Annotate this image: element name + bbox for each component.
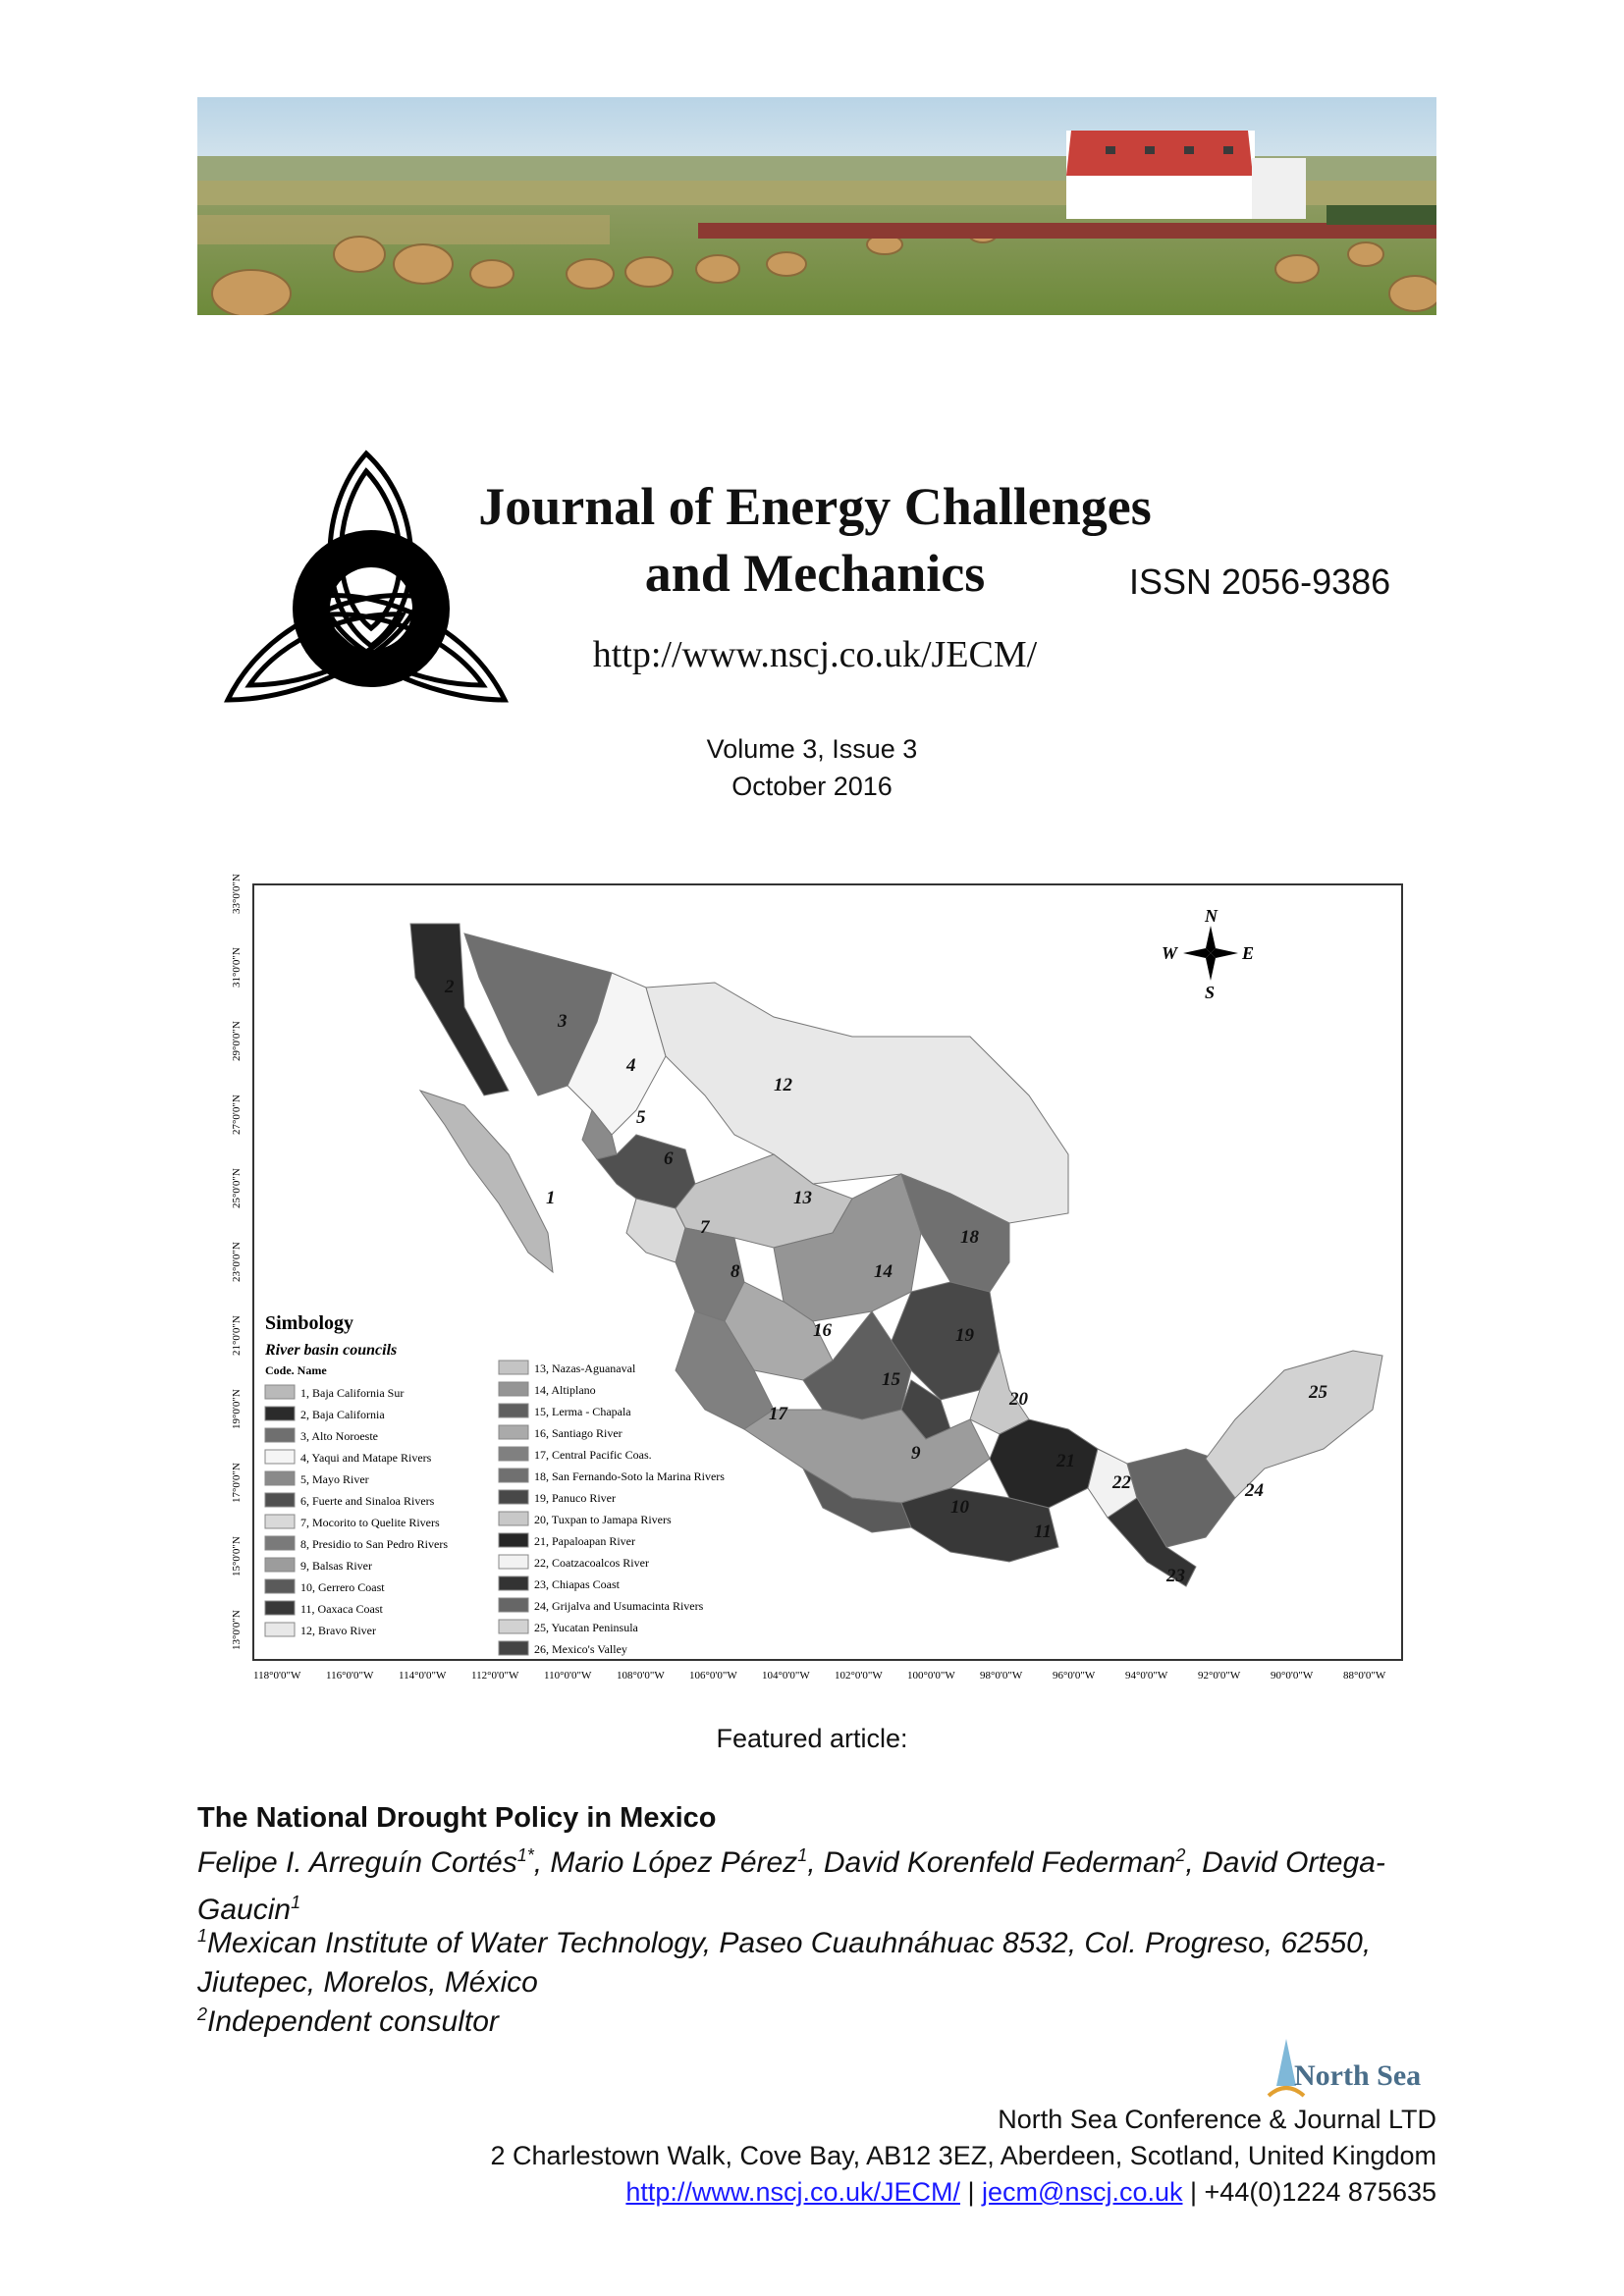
region-number: 15 <box>882 1369 900 1390</box>
legend-item-label: 23, Chiapas Coast <box>534 1577 620 1591</box>
longitude-labels <box>253 1670 1386 1682</box>
region-number: 23 <box>1166 1566 1185 1586</box>
banner-photo <box>197 97 1436 315</box>
north-sea-logo-text: North Sea <box>1294 2059 1422 2092</box>
legend-item-label: 1, Baja California Sur <box>300 1386 405 1400</box>
legend-swatch <box>265 1428 295 1442</box>
legend-item-label: 15, Lerma - Chapala <box>534 1405 631 1418</box>
lon-label: 96°0'0"W <box>1053 1670 1096 1682</box>
lat-label: 23°0'0"N <box>231 1242 243 1282</box>
region-number: 22 <box>1112 1472 1131 1493</box>
region-number: 2 <box>445 977 455 997</box>
legend-item-label: 24, Grijalva and Usumacinta Rivers <box>534 1599 704 1613</box>
region-number: 5 <box>636 1107 646 1128</box>
mexico-basin-map <box>224 860 1412 1684</box>
legend-item-label: 17, Central Pacific Coas. <box>534 1448 652 1462</box>
legend-swatch <box>499 1641 528 1655</box>
region-number: 3 <box>558 1011 568 1032</box>
lon-label: 88°0'0"W <box>1343 1670 1386 1682</box>
affiliation-1: $^1$Mexican Institute of Water Technology, Paseo Cuauhnáhuac 8532, Col. Progreso, 62550, Jiutepec, Morelos, México <box>197 1926 1372 1999</box>
legend-item-label: 26, Mexico's Valley <box>534 1642 627 1656</box>
lon-label: 92°0'0"W <box>1198 1670 1241 1682</box>
legend-item-label: 10, Gerrero Coast <box>300 1580 385 1594</box>
legend-item-label: 21, Papaloapan River <box>534 1534 635 1548</box>
legend-swatch <box>499 1576 528 1590</box>
compass-e: E <box>1242 943 1255 963</box>
region-number: 11 <box>1034 1522 1052 1542</box>
lat-label: 19°0'0"N <box>231 1389 243 1429</box>
region-number: 17 <box>769 1404 787 1424</box>
lon-label: 106°0'0"W <box>689 1670 737 1682</box>
region-number: 18 <box>960 1227 979 1248</box>
publisher-address: 2 Charlestown Walk, Cove Bay, AB12 3EZ, Aberdeen, Scotland, United Kingdom <box>490 2141 1436 2170</box>
lon-label: 108°0'0"W <box>617 1670 665 1682</box>
compass-s: S <box>1205 983 1216 1002</box>
issn: ISSN 2056-9386 <box>1129 561 1391 602</box>
legend-title: Simbology <box>265 1312 354 1334</box>
compass-w: W <box>1162 943 1178 963</box>
publisher-url-link[interactable]: http://www.nscj.co.uk/JECM/ <box>625 2177 960 2207</box>
legend-item-label: 22, Coatzacoalcos River <box>534 1556 649 1570</box>
region-number: 14 <box>874 1261 893 1282</box>
legend-swatch <box>499 1425 528 1439</box>
compass-n: N <box>1205 906 1218 926</box>
legend-item-label: 9, Balsas River <box>300 1559 372 1573</box>
lon-label: 102°0'0"W <box>835 1670 883 1682</box>
legend-item-label: 14, Altiplano <box>534 1383 596 1397</box>
lat-label: 15°0'0"N <box>231 1536 243 1576</box>
lon-label: 104°0'0"W <box>762 1670 810 1682</box>
region-number: 4 <box>626 1055 636 1076</box>
lon-label: 116°0'0"W <box>326 1670 374 1682</box>
legend-swatch <box>499 1598 528 1612</box>
legend-swatch <box>265 1407 295 1420</box>
legend-swatch <box>499 1468 528 1482</box>
lon-label: 98°0'0"W <box>980 1670 1023 1682</box>
journal-title-line2: and Mechanics <box>644 544 986 603</box>
legend-swatch <box>499 1490 528 1504</box>
region-number: 8 <box>731 1261 740 1282</box>
legend-swatch <box>265 1623 295 1636</box>
publisher-name: North Sea Conference & Journal LTD <box>998 2105 1436 2134</box>
lat-label: 17°0'0"N <box>231 1463 243 1503</box>
lat-label: 33°0'0"N <box>231 874 243 914</box>
featured-label: Featured article: <box>716 1724 908 1753</box>
region-number: 13 <box>793 1188 812 1208</box>
region-number: 16 <box>813 1320 832 1341</box>
lon-label: 90°0'0"W <box>1271 1670 1314 1682</box>
lat-label: 29°0'0"N <box>231 1021 243 1061</box>
legend-item-label: 19, Panuco River <box>534 1491 616 1505</box>
lat-label: 13°0'0"N <box>231 1610 243 1650</box>
latitude-labels <box>231 874 243 1650</box>
region-number: 6 <box>664 1148 674 1169</box>
legend-swatch <box>499 1512 528 1525</box>
issue-date: October 2016 <box>731 772 893 801</box>
region-number: 24 <box>1245 1480 1264 1501</box>
journal-title-line1: Journal of Energy Challenges <box>478 477 1152 536</box>
lon-label: 100°0'0"W <box>907 1670 955 1682</box>
legend-swatch <box>265 1471 295 1485</box>
issue-volume: Volume 3, Issue 3 <box>706 734 918 764</box>
lon-label: 110°0'0"W <box>544 1670 592 1682</box>
legend-swatch <box>499 1361 528 1374</box>
legend-item-label: 5, Mayo River <box>300 1472 369 1486</box>
legend-swatch <box>499 1533 528 1547</box>
region-number: 21 <box>1056 1451 1075 1471</box>
lon-label: 112°0'0"W <box>471 1670 519 1682</box>
region-number: 1 <box>546 1188 556 1208</box>
lat-label: 27°0'0"N <box>231 1095 243 1135</box>
legend-header: Code. Name <box>265 1363 327 1377</box>
legend-item-label: 16, Santiago River <box>534 1426 623 1440</box>
legend-swatch <box>265 1536 295 1550</box>
legend-item-label: 12, Bravo River <box>300 1624 376 1637</box>
legend-subtitle: River basin councils <box>265 1342 398 1359</box>
region-number: 12 <box>774 1075 792 1095</box>
publisher-contacts: http://www.nscj.co.uk/JECM/ | jecm@nscj.co.uk | +44(0)1224 875635 <box>625 2177 1436 2207</box>
legend-swatch <box>265 1579 295 1593</box>
region-number: 9 <box>911 1443 921 1464</box>
legend-swatch <box>265 1515 295 1528</box>
legend-swatch <box>499 1447 528 1461</box>
legend-item-label: 6, Fuerte and Sinaloa Rivers <box>300 1494 435 1508</box>
legend-swatch <box>265 1601 295 1615</box>
lat-label: 21°0'0"N <box>231 1315 243 1356</box>
article-authors: Felipe I. Arreguín Cortés$^{1*}$, Mario López Pérez$^1$, David Korenfeld Federman$^2$, David Ortega-Gaucin$^1$ <box>197 1845 1385 1926</box>
region-number: 10 <box>950 1497 969 1518</box>
region-number: 7 <box>700 1217 710 1238</box>
lat-label: 31°0'0"N <box>231 947 243 988</box>
legend-swatch <box>499 1620 528 1633</box>
region-number: 25 <box>1309 1382 1327 1403</box>
legend-item-label: 4, Yaqui and Matape Rivers <box>300 1451 432 1465</box>
legend-swatch <box>265 1493 295 1507</box>
legend-item-label: 2, Baja California <box>300 1408 385 1421</box>
publisher-phone: +44(0)1224 875635 <box>1204 2177 1436 2207</box>
publisher-email-link[interactable]: jecm@nscj.co.uk <box>982 2177 1183 2207</box>
legend-swatch <box>265 1385 295 1399</box>
legend-swatch <box>265 1450 295 1464</box>
lon-label: 94°0'0"W <box>1125 1670 1168 1682</box>
legend-item-label: 13, Nazas-Aguanaval <box>534 1362 636 1375</box>
legend-item-label: 25, Yucatan Peninsula <box>534 1621 638 1634</box>
legend-item-label: 20, Tuxpan to Jamapa Rivers <box>534 1513 672 1526</box>
lon-label: 114°0'0"W <box>399 1670 447 1682</box>
legend-swatch <box>499 1404 528 1417</box>
legend-swatch <box>499 1382 528 1396</box>
affiliation-2: $^2$Independent consultor <box>197 2004 499 2038</box>
legend-item-label: 7, Mocorito to Quelite Rivers <box>300 1516 440 1529</box>
journal-url[interactable]: http://www.nscj.co.uk/JECM/ <box>592 634 1038 675</box>
lon-label: 118°0'0"W <box>253 1670 301 1682</box>
lat-label: 25°0'0"N <box>231 1168 243 1208</box>
legend-item-label: 18, San Fernando-Soto la Marina Rivers <box>534 1469 725 1483</box>
legend-item-label: 11, Oaxaca Coast <box>300 1602 383 1616</box>
legend-item-label: 3, Alto Noroeste <box>300 1429 378 1443</box>
region-number: 20 <box>1009 1389 1028 1410</box>
legend-swatch <box>265 1558 295 1572</box>
legend-swatch <box>499 1555 528 1569</box>
legend-item-label: 8, Presidio to San Pedro Rivers <box>300 1537 448 1551</box>
region-number: 19 <box>955 1325 974 1346</box>
article-title: The National Drought Policy in Mexico <box>197 1802 717 1834</box>
